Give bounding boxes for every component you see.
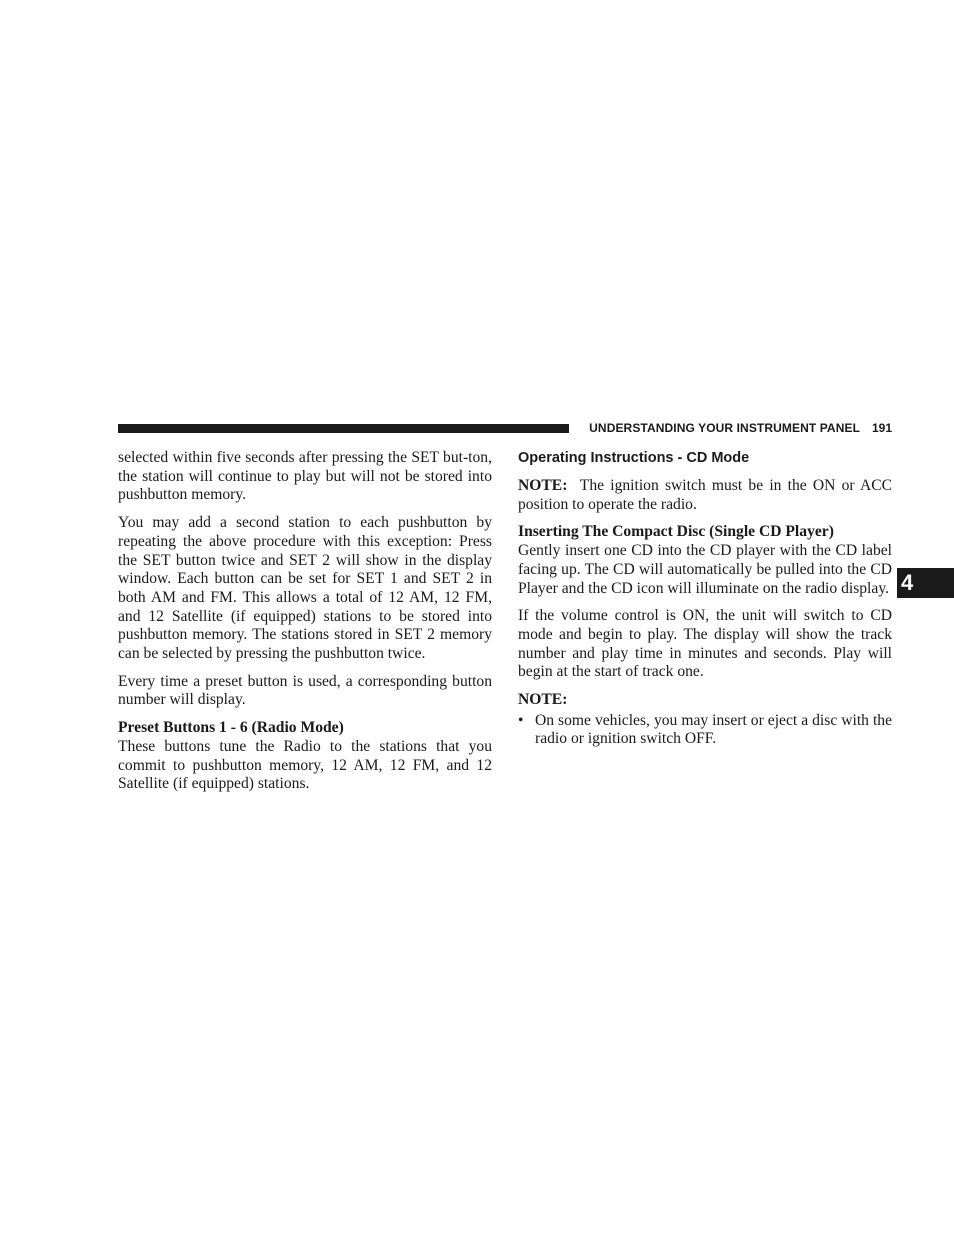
chapter-number: 4 xyxy=(901,570,914,595)
note-paragraph xyxy=(518,477,892,514)
note-label: NOTE: xyxy=(518,691,568,709)
header-title: UNDERSTANDING YOUR INSTRUMENT PANEL xyxy=(589,421,860,435)
paragraph: You may add a second station to each pushbutton by repeating the above procedure with this exception: Press the SET button twice and SET 2 will show in the display window. Each button can be set for SET 1 and SET 2 in both AM and FM. This allows a total of 12 AM, 12 FM, and 12 Satellite (if equipped) stations to be stored into pushbutton memory. The stations stored in SET 2 memory can be selected by pressing the pushbutton twice. xyxy=(118,514,492,663)
left-column xyxy=(118,449,492,794)
paragraph: Every time a preset button is used, a corresponding button number will display. xyxy=(118,672,492,709)
note-label: NOTE: xyxy=(518,477,568,494)
bullet-text: On some vehicles, you may insert or eject a disc with the radio or ignition switch OFF. xyxy=(535,711,892,748)
header-rule xyxy=(118,424,569,433)
list-item xyxy=(518,712,892,749)
paragraph: Gently insert one CD into the CD player with the CD label facing up. The CD will automatically be pulled into the CD Player and the CD icon will illuminate on the radio display. xyxy=(518,542,892,597)
page-number: 191 xyxy=(871,421,892,435)
note-text: The ignition switch must be in the ON or ACC position to operate the radio. xyxy=(518,477,893,513)
section-heading: Operating Instructions - CD Mode xyxy=(518,450,750,466)
bullet-icon: • xyxy=(518,711,524,729)
inserting-cd-heading: Inserting The Compact Disc (Single CD Player) xyxy=(518,523,834,541)
paragraph: These buttons tune the Radio to the stations that you commit to pushbutton memory, 12 AM, 12 FM, and 12 Satellite (if equipped) stations. xyxy=(118,737,492,793)
preset-buttons-heading: Preset Buttons 1 - 6 (Radio Mode) xyxy=(118,719,344,737)
right-column xyxy=(518,449,892,749)
paragraph: If the volume control is ON, the unit will switch to CD mode and begin to play. The display will show the track number and play time in minutes and seconds. Play will begin at the start of track one. xyxy=(518,607,892,681)
page-header xyxy=(118,420,892,436)
note-bullet-list xyxy=(518,712,892,749)
chapter-tab xyxy=(897,568,954,598)
paragraph: selected within five seconds after pressing the SET but-ton, the station will continue to play but will not be stored into pushbutton memory. xyxy=(118,449,492,504)
